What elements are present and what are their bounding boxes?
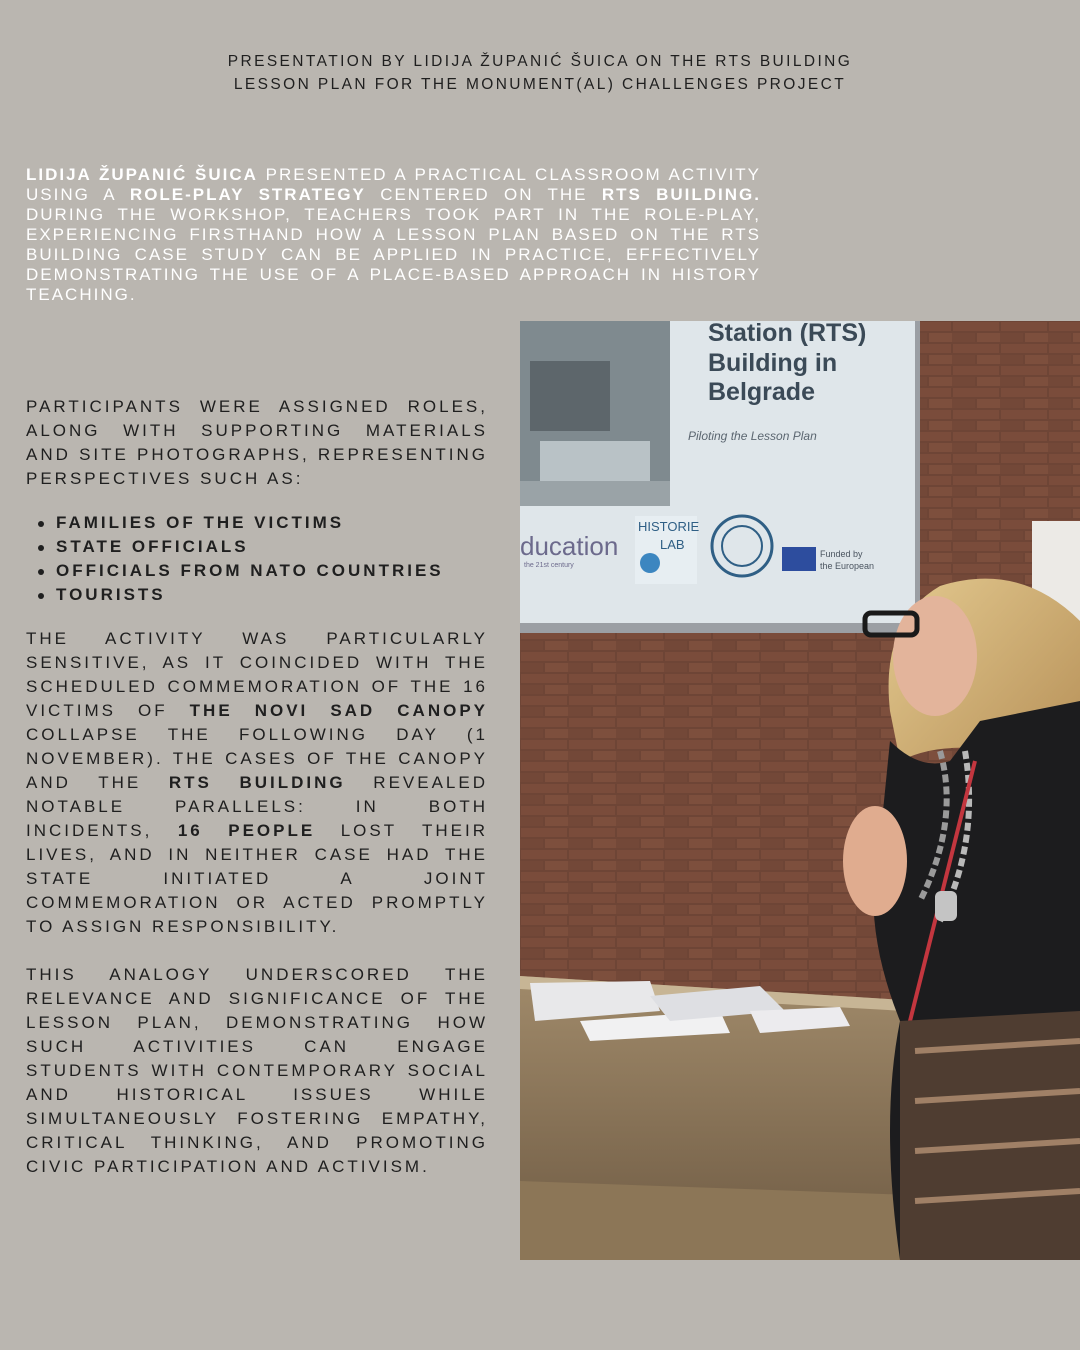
intro-paragraph [26,165,761,305]
main-text-column [26,395,488,1179]
presenter-name: LIDIJA ŽUPANIĆ ŠUICA [26,165,258,184]
rts-highlight: RTS BUILDING [168,773,346,792]
slide-subtitle: Piloting the Lesson Plan [688,429,817,443]
slide-title-line-2: Building in [708,349,838,377]
header-line-2: LESSON PLAN FOR THE MONUMENT(AL) CHALLENGES PROJECT [233,76,847,93]
logo-eu-line-1: Funded by [820,549,863,559]
workshop-photo [520,321,1080,1260]
activity-text-4: LOST THEIR LIVES, AND IN NEITHER CASE HAD THE STATE INITIATED A JOINT COMMEMORATION OR ACTED PROMPTLY TO ASSIGN RESPONSIBILITY. [26,821,488,936]
activity-text-3: REVEALED NOTABLE PARALLELS: IN BOTH INCIDENTS, [26,773,488,840]
logo-historie: HISTORIE [638,519,700,534]
list-item: STATE OFFICIALS [56,535,488,559]
roles-list [26,511,488,607]
building-highlight: RTS BUILDING. [601,185,762,204]
activity-text-1: THE ACTIVITY WAS PARTICULARLY SENSITIVE, AS IT COINCIDED WITH THE SCHEDULED COMMEMORATION OF THE 16 VICTIMS OF [26,629,488,720]
logo-eu-line-2: the European [820,561,875,571]
strategy-highlight: ROLE-PLAY STRATEGY [129,185,366,204]
list-item: OFFICIALS FROM NATO COUNTRIES [56,559,488,583]
slide-title-line-3: Belgrade [708,378,815,406]
logo-education: ducation [520,531,619,561]
slide-title-line-1: Station (RTS) [708,321,867,347]
list-item: TOURISTS [56,583,488,607]
participants-paragraph: PARTICIPANTS WERE ASSIGNED ROLES, ALONG WITH SUPPORTING MATERIALS AND SITE PHOTOGRAPHS, REPRESENTING PERSPECTIVES SUCH AS: [26,397,488,488]
intro-text-1: PRESENTED A PRACTICAL CLASSROOM ACTIVITY USING A [26,165,762,204]
logo-lab: LAB [660,537,685,552]
header-line-1: PRESENTATION BY LIDIJA ŽUPANIĆ ŠUICA ON THE RTS BUILDING [227,53,853,70]
canopy-highlight: THE NOVI SAD CANOPY [189,701,488,720]
activity-text-2: COLLAPSE THE FOLLOWING DAY (1 NOVEMBER). THE CASES OF THE CANOPY AND THE [26,725,488,792]
people-highlight: 16 PEOPLE [177,821,316,840]
logo-education-sub: the 21st century [524,562,574,569]
intro-text-2: CENTERED ON THE [365,185,602,204]
activity-paragraph [26,627,488,939]
list-item: FAMILIES OF THE VICTIMS [56,511,488,535]
analogy-paragraph: THIS ANALOGY UNDERSCORED THE RELEVANCE AND SIGNIFICANCE OF THE LESSON PLAN, DEMONSTRATING HOW SUCH ACTIVITIES CAN ENGAGE STUDENTS WITH CONTEMPORARY SOCIAL AND HISTORICAL ISSUES WHILE SIMULTANEOUSLY FOSTERING EMPATHY, CRITICAL THINKING, AND PROMOTING CIVIC PARTICIPATION AND ACTIVISM. [26,965,488,1176]
intro-text-3: DURING THE WORKSHOP, TEACHERS TOOK PART IN THE ROLE-PLAY, EXPERIENCING FIRSTHAND HOW A LESSON PLAN BASED ON THE RTS BUILDING CASE STUDY CAN BE APPLIED IN PRACTICE, EFFECTIVELY DEMONSTRATING THE USE OF A PLACE-BASED APPROACH IN HISTORY TEACHING. [26,205,761,304]
eu-flag-icon [782,547,816,571]
page-header [0,50,1080,96]
